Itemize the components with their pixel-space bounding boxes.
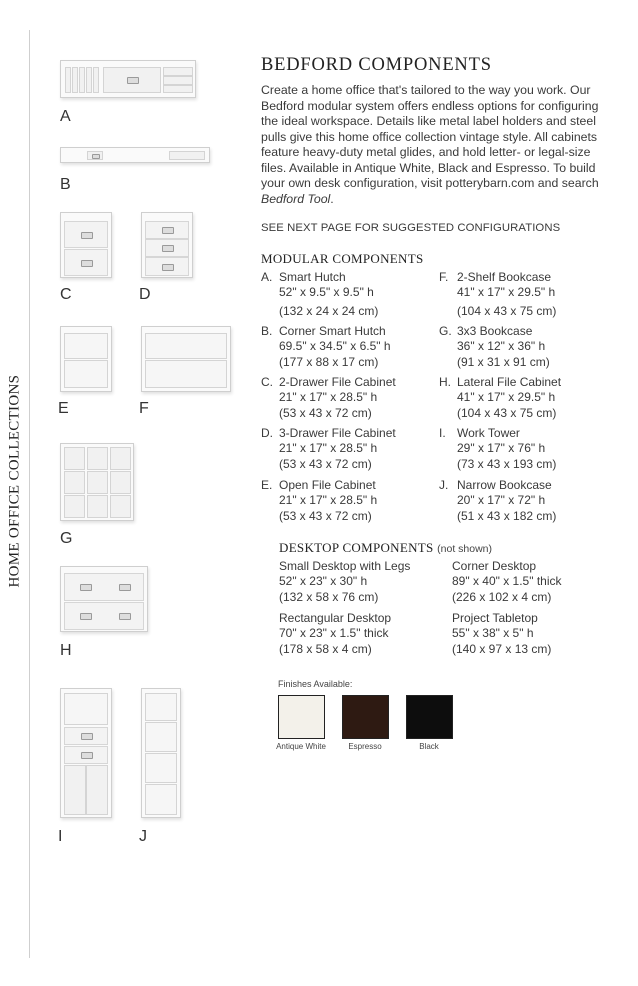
product-letter-j: J [139, 828, 147, 845]
desktop-components-heading: DESKTOP COMPONENTS (not shown) [279, 540, 492, 555]
desktop-item: Corner Desktop 89" x 40" x 1.5" thick (226 x 102 x 4 cm) [452, 559, 562, 604]
open-file-cabinet-illustration [60, 326, 112, 392]
modular-item: B. Corner Smart Hutch 69.5" x 34.5" x 6.5" h (177 x 88 x 17 cm) [261, 324, 391, 369]
modular-item: F. 2-Shelf Bookcase 41" x 17" x 29.5" h (104 x 43 x 75 cm) [439, 270, 557, 318]
see-next-page-note: SEE NEXT PAGE FOR SUGGESTED CONFIGURATIONS [261, 222, 561, 234]
smart-hutch-illustration [60, 60, 196, 98]
modular-item: E. Open File Cabinet 21" x 17" x 28.5" h (53 x 43 x 72 cm) [261, 478, 378, 523]
product-letter-e: E [58, 400, 69, 417]
corner-smart-hutch-illustration [60, 147, 210, 163]
two-shelf-bookcase-illustration [141, 326, 231, 392]
intro-text: Create a home office that's tailored to the way you work. Our Bedford modular system offers endless options for configuring the ideal workspace. Details like metal label holders and steel pulls give this home office collection vintage style. All cabinets feature heavy-duty metal glides, and hold letter- or legal-size files. Available in Antique White, Black and Espresso. To build your own desk configuration, visit potterybarn.com and search [261, 83, 599, 190]
product-letter-c: C [60, 286, 72, 303]
finish-swatch-black [406, 695, 453, 739]
modular-item: G. 3x3 Bookcase 36" x 12" x 36" h (91 x 31 x 91 cm) [439, 324, 550, 369]
finish-label-antique-white: Antique White [276, 742, 326, 751]
finish-swatch-espresso [342, 695, 389, 739]
product-letter-a: A [60, 108, 71, 125]
narrow-bookcase-illustration [141, 688, 181, 818]
modular-item: A. Smart Hutch 52" x 9.5" x 9.5" h (132 x 24 x 24 cm) [261, 270, 379, 318]
intro-end: . [330, 191, 334, 206]
modular-item: C. 2-Drawer File Cabinet 21" x 17" x 28.5" h (53 x 43 x 72 cm) [261, 375, 396, 420]
product-letter-h: H [60, 642, 72, 659]
lateral-file-cabinet-illustration [60, 566, 148, 632]
modular-item: I. Work Tower 29" x 17" x 76" h (73 x 43 x 193 cm) [439, 426, 557, 471]
finish-label-black: Black [419, 742, 439, 751]
three-drawer-file-cabinet-illustration [141, 212, 193, 278]
finish-swatch-antique-white [278, 695, 325, 739]
finish-label-espresso: Espresso [348, 742, 382, 751]
product-letter-d: D [139, 286, 151, 303]
not-shown-note: (not shown) [437, 543, 492, 555]
intro-tool-name: Bedford Tool [261, 191, 331, 206]
intro-paragraph [261, 83, 611, 207]
modular-components-heading: MODULAR COMPONENTS [261, 251, 424, 266]
side-title: HOME OFFICE COLLECTIONS [6, 374, 23, 588]
product-letter-b: B [60, 176, 71, 193]
desktop-item: Small Desktop with Legs 52" x 23" x 30" h (132 x 58 x 76 cm) [279, 559, 411, 604]
product-letter-g: G [60, 530, 73, 547]
product-letter-i: I [58, 828, 63, 845]
page-title: BEDFORD COMPONENTS [261, 55, 492, 75]
work-tower-illustration [60, 688, 112, 818]
product-letter-f: F [139, 400, 149, 417]
modular-item: D. 3-Drawer File Cabinet 21" x 17" x 28.5" h (53 x 43 x 72 cm) [261, 426, 396, 471]
modular-item: H. Lateral File Cabinet 41" x 17" x 29.5" h (104 x 43 x 75 cm) [439, 375, 562, 420]
two-drawer-file-cabinet-illustration [60, 212, 112, 278]
finishes-label: Finishes Available: [278, 679, 353, 689]
desktop-item: Project Tabletop 55" x 38" x 5" h (140 x 97 x 13 cm) [452, 611, 552, 656]
vertical-rule [29, 30, 30, 958]
desktop-item: Rectangular Desktop 70" x 23" x 1.5" thick (178 x 58 x 4 cm) [279, 611, 392, 656]
three-by-three-bookcase-illustration [60, 443, 134, 521]
modular-item: J. Narrow Bookcase 20" x 17" x 72" h (51 x 43 x 182 cm) [439, 478, 557, 523]
